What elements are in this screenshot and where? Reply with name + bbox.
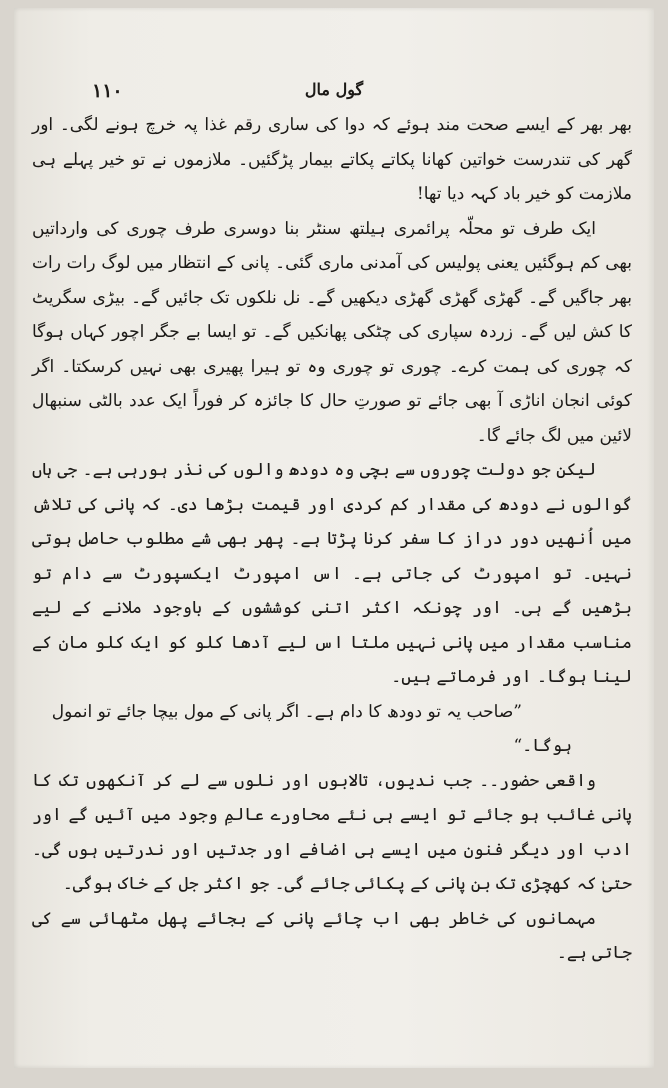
paragraph: ایک طرف تو محلّہ پرائمری ہیلتھ سنٹر بنا دوسری طرف چوری کی وارداتیں بھی کم ہوگئیں یعنی پولیس کی آمدنی ماری گئی۔ پانی کے انتظار میں لوگ رات رات بھر جاگیں گے۔ گھڑی گھڑی گھڑی دیکھیں گے۔ نل نلکوں تک جائیں گے۔ بیڑی سگریٹ کا کش لیں گے۔ زردہ سپاری کی چٹکی پھانکیں گے۔ تو ایسا بے جگر اچور کہاں ہوگا کہ چوری کی ہمت کرے۔ چوری تو چوری وہ تو ہیرا پھیری بھی نہیں کرسکتا۔ اگر کوئی انجان اناڑی آ بھی جائے تو صورتِ حال کا جائزہ کر فوراً ایک عدد بالٹی سنبھال لائین میں لگ جائے گا۔ — [32, 218, 632, 446]
paragraph: لیکن جو دولت چوروں سے بچی وہ دودھ والوں کی نذر ہورہی ہے۔ جی ہاں گوالوں نے دودھ کی مقدار کم کردی اور قیمت بڑھا دی۔ کہ پانی کی تلاش میں اُنھیں دور دراز کا سفر کرنا پڑتا ہے۔ پھر بھی شے مطلوب حاصل ہوتی نہیں۔ تو امپورٹ کی جاتی ہے۔ اس امپورٹ ایکسپورٹ سے دام تو بڑھیں گے ہی۔ اور چونکہ اکثر اتنی کوششوں کے باوجود ملانے کے لیے مناسب مقدار میں پانی نہیں ملتا اس لیے آدھا کلو کو ایک کلو مان کے لینا ہوگا۔ اور فرماتے ہیں۔ — [32, 460, 632, 687]
page-body — [32, 108, 632, 971]
quote-line: ہوگا۔“ — [513, 736, 572, 756]
running-header: گول مال — [304, 80, 364, 99]
book-page — [14, 8, 654, 1068]
quote-line: ”صاحب یہ تو دودھ کا دام ہے۔ اگر پانی کے مول بیچا جائے تو انمول — [51, 701, 522, 722]
paragraph: مہمانوں کی خاطر بھی اب چائے پانی کے بجائے پھل مٹھائی سے کی جاتی ہے۔ — [32, 908, 632, 963]
page-number: ۱۱۰ — [92, 80, 123, 102]
paragraph: واقعی حضور۔۔ جب ندیوں، تالابوں اور نلوں سے لے کر آنکھوں تک کا پانی غائب ہو جائے تو ایسے ہی نئے محاورے عالمِ وجود میں آئیں گے اور ادب اور دیگر فنون میں ایسے ہی اضافے اور جدتیں اور ندرتیں ہوں گی۔ حتیٰ کہ کھچڑی تک بن پانی کے پکائی جائے گی۔ جو اکثر جل کے خاک ہوگی۔ — [32, 770, 632, 894]
paragraph: بھر بھر کے ایسے صحت مند ہوئے کہ دوا کی ساری رقم غذا پہ خرچ ہونے لگی۔ اور گھر کی تندرست خواتین کھانا پکاتے پکاتے بیمار پڑگئیں۔ ملازموں نے تو خیر پہلے ہی ملازمت کو خیر باد کہہ دیا تھا! — [32, 115, 632, 204]
